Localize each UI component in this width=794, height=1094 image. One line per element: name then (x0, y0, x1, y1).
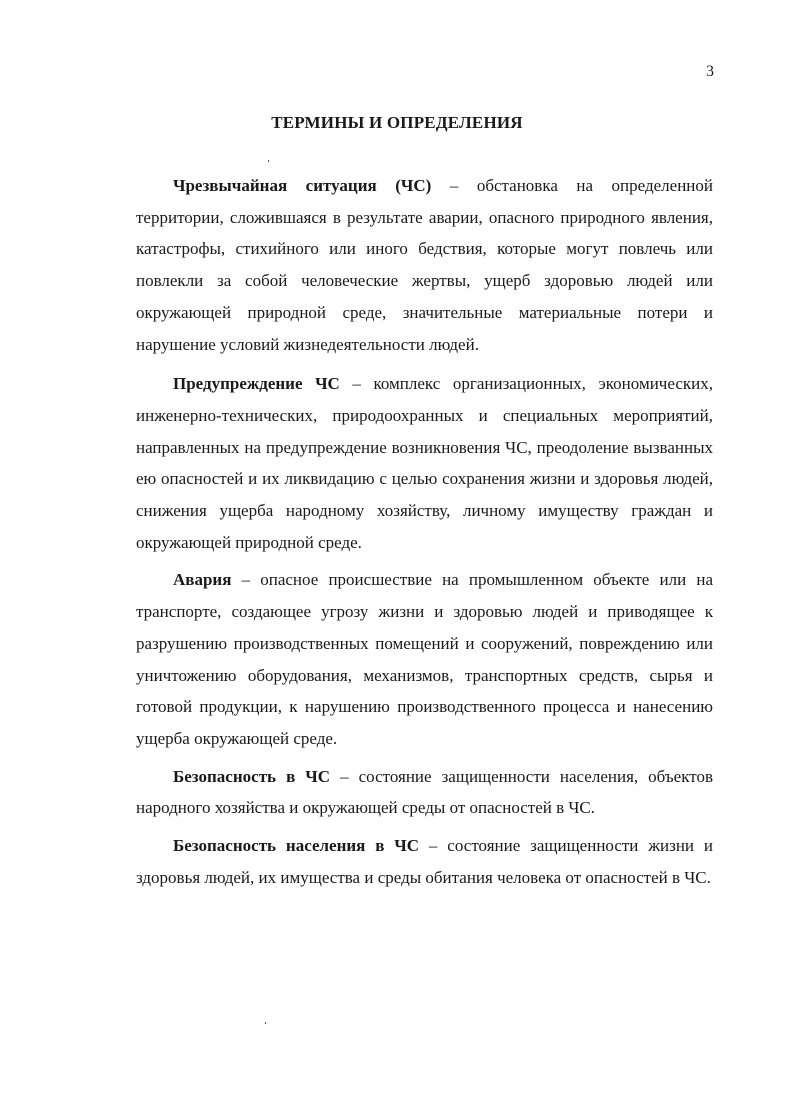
definition-paragraph (136, 564, 713, 754)
definition-text: – комплекс организационных, экономических, инженерно-технических, природоохранных и специальных мероприятий, направленных на предупреждение возникновения ЧС, преодоление вызванных ею опасностей и их ликвидацию с целью сохранения жизни и здоровья людей, снижения ущерба народному хозяйству, личному имуществу граждан и окружающей природной среде. (136, 374, 713, 552)
definition-term: Чрезвычайная ситуация (ЧС) (173, 176, 432, 195)
definition-text: – обстановка на определенной территории, сложившаяся в результате аварии, опасного природного явления, катастрофы, стихийного или иного бедствия, которые могут повлечь или повлекли за собой человеческие жертвы, ущерб здоровью людей или окружающей природной среде, значительные материальные потери и нарушение условий жизнедеятельности людей. (136, 176, 713, 354)
scan-speck (268, 160, 269, 162)
definition-term: Безопасность населения в ЧС (173, 836, 420, 856)
definition-paragraph (136, 170, 713, 360)
definition-paragraph (136, 368, 713, 558)
definition-text: – состояние защищенности населения, объектов народного хозяйства и окружающей среды от опасностей в ЧС. (136, 766, 713, 818)
scan-speck (265, 1022, 266, 1024)
definition-term: Предупреждение ЧС (173, 374, 340, 394)
definition-term: Авария (173, 570, 232, 590)
definition-paragraph (136, 830, 713, 893)
page-number: 3 (706, 63, 714, 80)
definition-term: Безопасность в ЧС (173, 766, 331, 786)
definition-paragraph (136, 761, 713, 824)
definition-text: – опасное происшествие на промышленном объекте или на транспорте, создающее угрозу жизни и здоровью людей и приводящее к разрушению производственных помещений и сооружений, повреждению или уничтожению оборудования, механизмов, транспортных средств, сырья и готовой продукции, к нарушению производственного процесса и нанесению ущерба окружающей среде. (136, 570, 713, 748)
definitions-list (136, 170, 713, 895)
page-title: ТЕРМИНЫ И ОПРЕДЕЛЕНИЯ (271, 113, 523, 132)
definition-text: – состояние защищенности жизни и здоровья людей, их имущества и среды обитания человека от опасностей в ЧС. (136, 836, 714, 887)
